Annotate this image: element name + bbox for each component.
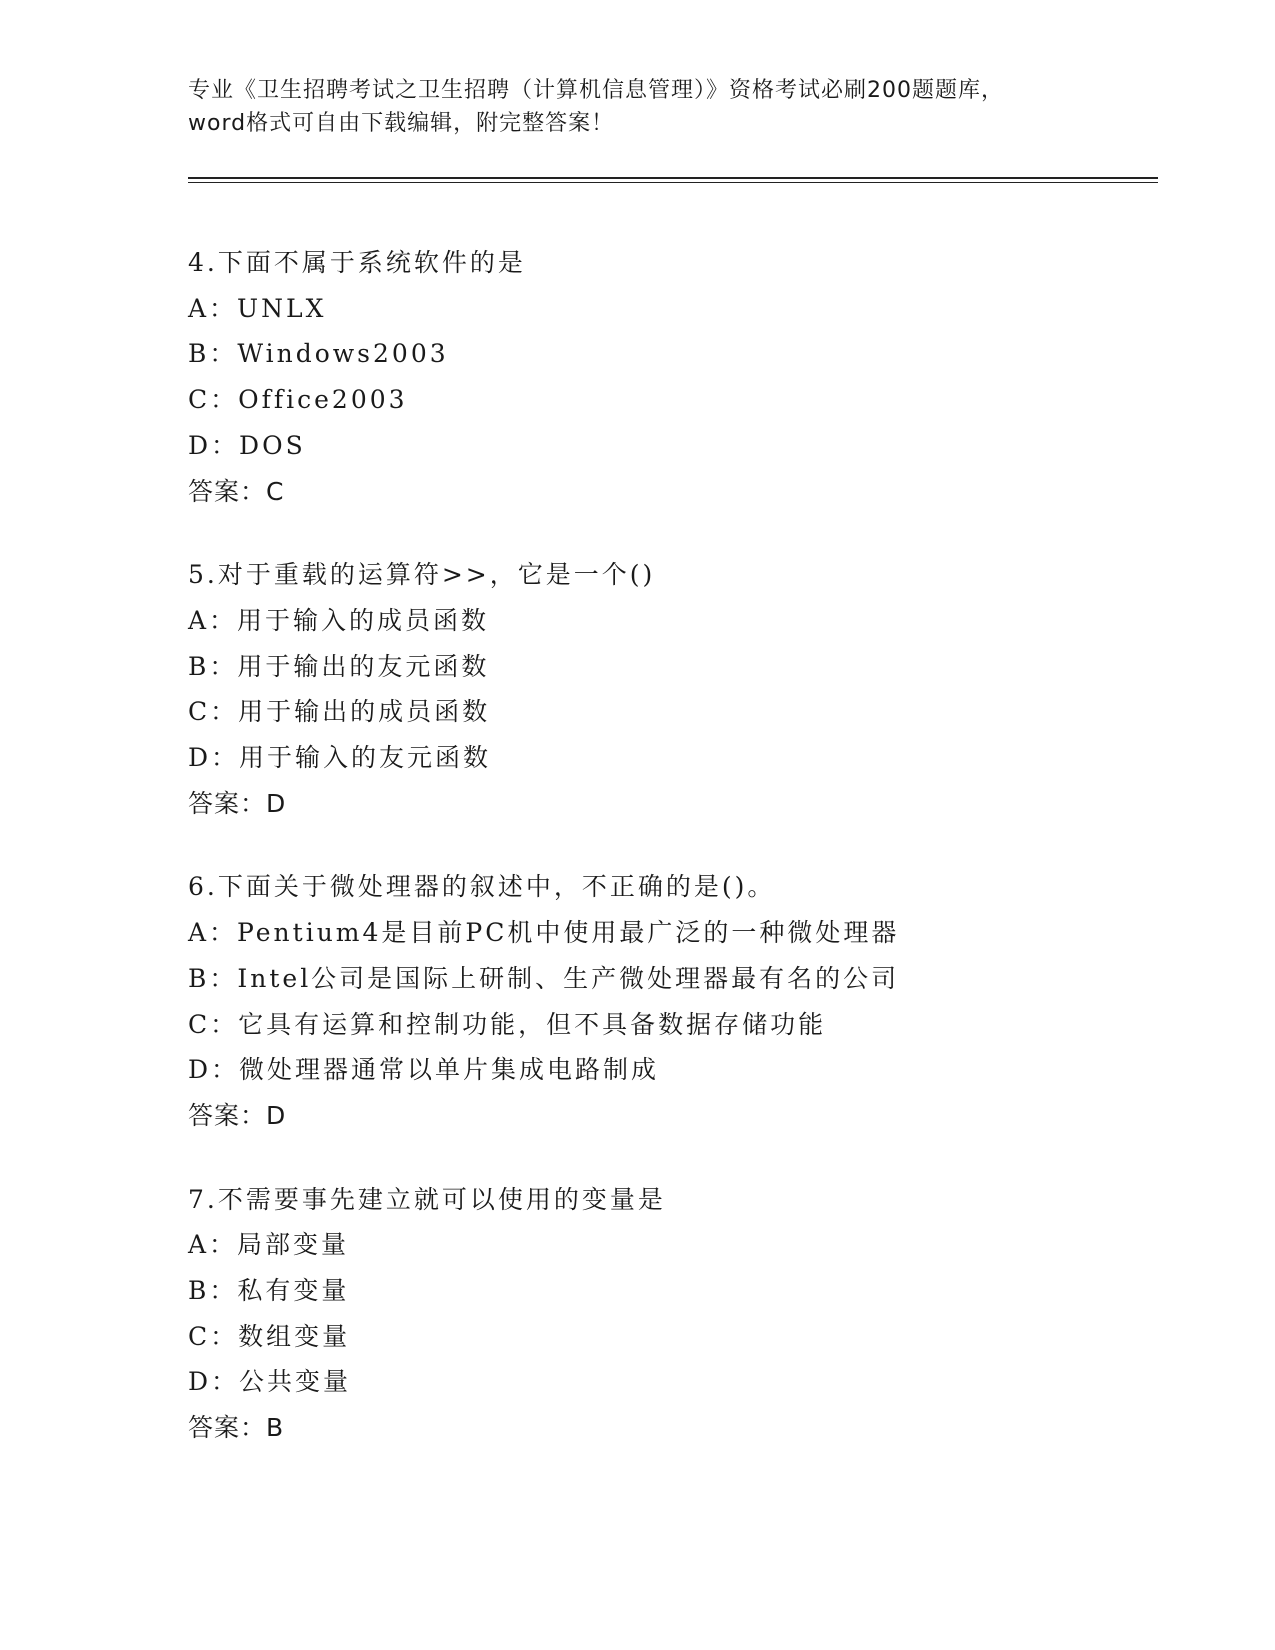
option-d: D：DOS [188,430,306,460]
answer-line: 答案：B [188,1413,285,1443]
header-title-line-2: word格式可自由下载编辑，附完整答案！ [188,111,615,136]
question-block [188,864,1148,1138]
option-b: B：私有变量 [188,1276,350,1306]
header-divider-thick [188,177,1158,179]
answer-line: 答案：D [188,788,287,818]
option-a: A：用于输入的成员函数 [188,605,490,635]
option-a: A：Pentium4是目前PC机中使用最广泛的一种微处理器 [188,918,900,948]
header-divider-thin [188,182,1158,183]
question-stem: 4.下面不属于系统软件的是 [188,248,526,277]
option-d: D：公共变量 [188,1367,352,1397]
option-c: C：用于输出的成员函数 [188,697,491,727]
option-c: C：Office2003 [188,385,408,415]
option-a: A：UNLX [188,293,327,323]
question-list [188,240,1148,1489]
question-stem: 7.不需要事先建立就可以使用的变量是 [188,1184,666,1214]
option-b: B：Windows2003 [188,339,449,369]
answer-line: 答案：D [188,1100,287,1130]
question-stem: 6.下面关于微处理器的叙述中，不正确的是()。 [188,872,776,902]
option-b: B：用于输出的友元函数 [188,651,490,681]
option-b: B：Intel公司是国际上研制、生产微处理器最有名的公司 [188,963,900,993]
header-title-line-1: 专业《卫生招聘考试之卫生招聘（计算机信息管理）》资格考试必刷200题题库， [188,78,1004,103]
question-block [188,552,1148,826]
option-c: C：数组变量 [188,1321,351,1351]
option-a: A：局部变量 [188,1230,350,1260]
document-header [188,74,1088,140]
option-d: D：微处理器通常以单片集成电路制成 [188,1055,660,1085]
question-stem: 5.对于重载的运算符>>，它是一个() [188,560,656,590]
option-c: C：它具有运算和控制功能，但不具备数据存储功能 [188,1009,827,1039]
answer-line: 答案：C [188,476,285,506]
question-block [188,1177,1148,1451]
option-d: D：用于输入的友元函数 [188,743,492,773]
question-block [188,240,1148,514]
